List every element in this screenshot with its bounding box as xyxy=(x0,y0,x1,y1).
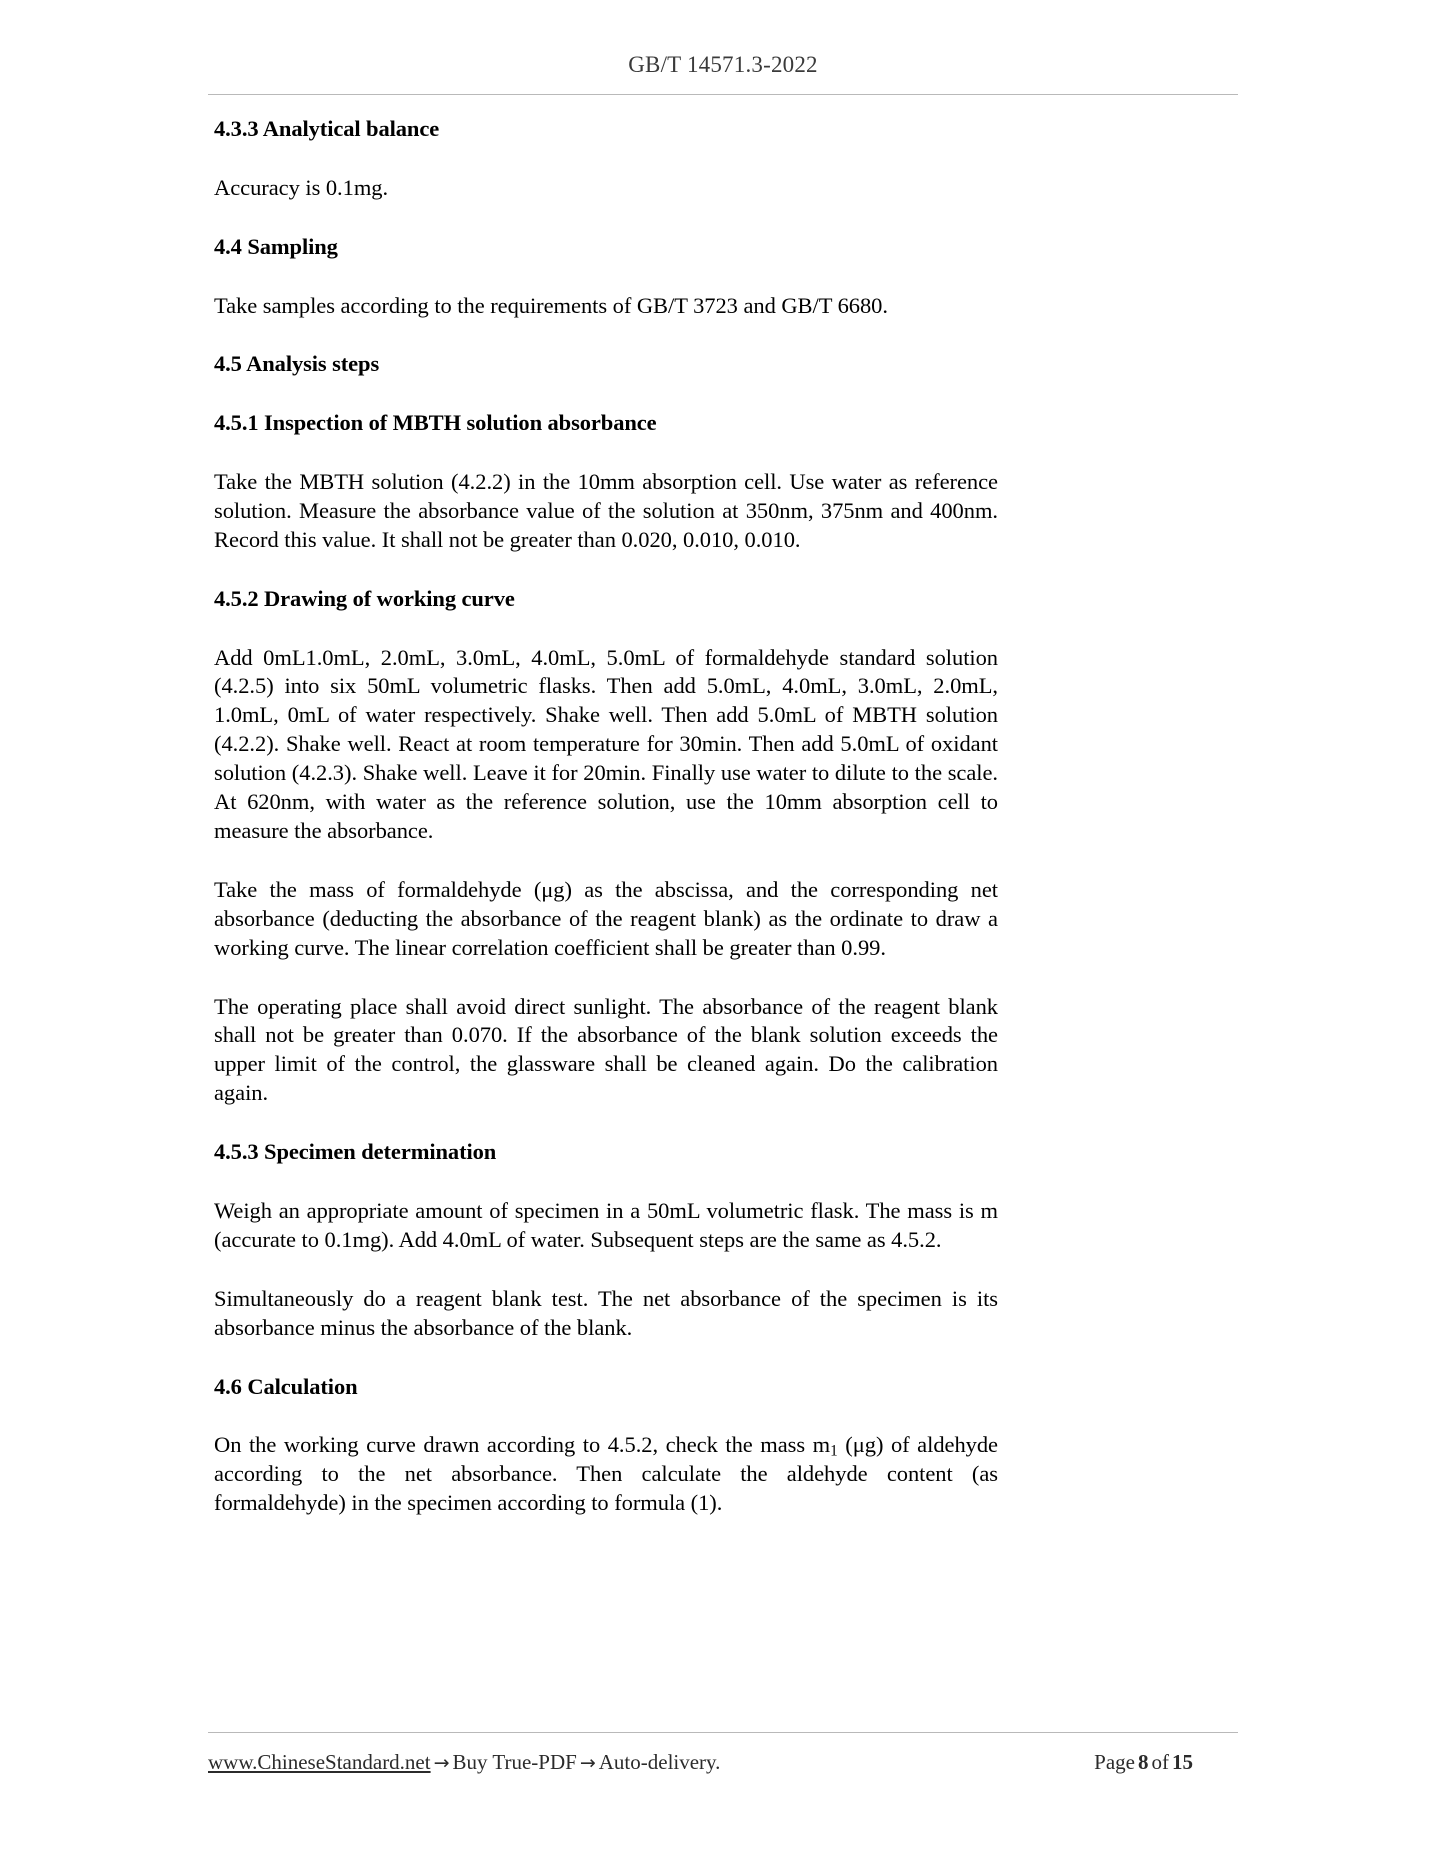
section-heading-4-5-1: 4.5.1 Inspection of MBTH solution absorbance xyxy=(214,410,657,436)
section-heading-4-5-2: 4.5.2 Drawing of working curve xyxy=(214,585,515,611)
footer-promo xyxy=(208,1750,720,1775)
calculation-text-part2: (μg) of aldehyde according to the net absorbance. Then calculate the aldehyde content (as formaldehyde) in the specimen according to formula (1). xyxy=(214,1432,998,1516)
page-footer xyxy=(208,1732,1238,1775)
section-4-4 xyxy=(214,233,998,262)
section-4-5-3-body-2 xyxy=(214,1285,998,1343)
footer-divider xyxy=(208,1732,1238,1733)
page-indicator xyxy=(1094,1750,1238,1775)
section-4-5 xyxy=(214,350,998,379)
mass-subscript: 1 xyxy=(830,1442,838,1460)
paragraph-calculation xyxy=(214,1431,998,1518)
paragraph-abscissa-ordinate: Take the mass of formaldehyde (μg) as the abscissa, and the corresponding net absorbance (deducting the absorbance of the reagent blank) as the ordinate to draw a working curve. The linear correlation coefficient shall be greater than 0.99. xyxy=(214,876,998,960)
current-page-number: 8 xyxy=(1138,1750,1149,1774)
section-heading-4-3-3: 4.3.3 Analytical balance xyxy=(214,116,440,141)
section-4-6 xyxy=(214,1373,998,1402)
section-heading-4-5-3: 4.5.3 Specimen determination xyxy=(214,1139,497,1165)
auto-delivery-label: Auto-delivery. xyxy=(598,1750,721,1774)
paragraph-accuracy: Accuracy is 0.1mg. xyxy=(214,174,389,200)
paragraph-working-curve-procedure: Add 0mL1.0mL, 2.0mL, 3.0mL, 4.0mL, 5.0mL of formaldehyde standard solution (4.2.5) into six 50mL volumetric flasks. Then add 5.0mL, 4.0mL, 3.0mL, 2.0mL, 1.0mL, 0mL of water respectively. Shake well. Then add 5.0mL of MBTH solution (4.2.2). Shake well. React at room temperature for 30min. Then add 5.0mL of oxidant solution (4.2.3). Shake well. Leave it for 20min. Finally use water to dilute to the scale. At 620nm, with water as the reference solution, use the 10mm absorption cell to measure the absorbance. xyxy=(214,644,998,843)
section-4-5-1-body xyxy=(214,468,998,555)
section-4-6-body xyxy=(214,1431,998,1518)
page-label: Page xyxy=(1094,1750,1135,1774)
calculation-text-part1: On the working curve drawn according to 4.5.2, check the mass m xyxy=(214,1432,831,1458)
section-4-5-3 xyxy=(214,1138,998,1167)
section-4-3-3 xyxy=(214,115,998,144)
section-heading-4-6: 4.6 Calculation xyxy=(214,1373,358,1399)
standard-number-title: GB/T 14571.3-2022 xyxy=(628,52,818,77)
section-heading-4-5: 4.5 Analysis steps xyxy=(214,351,380,377)
paragraph-operating-place: The operating place shall avoid direct sunlight. The absorbance of the reagent blank shall not be greater than 0.070. If the absorbance of the blank solution exceeds the upper limit of the control, the glassware shall be cleaned again. Do the calibration again. xyxy=(214,993,998,1106)
section-4-5-2-body-3 xyxy=(214,993,998,1109)
section-4-5-2-body-1 xyxy=(214,644,998,846)
section-4-4-body xyxy=(214,292,998,321)
footer-row xyxy=(208,1750,1238,1775)
chinesestandard-link[interactable]: www.ChineseStandard.net xyxy=(208,1750,431,1774)
of-label: of xyxy=(1151,1750,1169,1774)
buy-true-pdf-label: Buy True-PDF xyxy=(452,1750,577,1774)
paragraph-mbth-absorbance: Take the MBTH solution (4.2.2) in the 10mm absorption cell. Use water as reference solution. Measure the absorbance value of the solution at 350nm, 375nm and 400nm. Record this value. It shall not be greater than 0.020, 0.010, 0.010. xyxy=(214,469,998,552)
arrow-right-icon: → xyxy=(433,1752,450,1774)
section-4-5-1 xyxy=(214,409,998,438)
document-body xyxy=(214,115,998,1548)
arrow-right-icon-2: → xyxy=(579,1752,596,1774)
section-heading-4-4: 4.4 Sampling xyxy=(214,233,338,259)
section-4-3-3-body xyxy=(214,174,998,203)
section-4-5-3-body-1 xyxy=(214,1197,998,1255)
section-4-5-2-body-2 xyxy=(214,876,998,963)
paragraph-specimen-weigh: Weigh an appropriate amount of specimen in a 50mL volumetric flask. The mass is m (accurate to 0.1mg). Add 4.0mL of water. Subsequent steps are the same as 4.5.2. xyxy=(214,1198,998,1252)
total-page-count: 15 xyxy=(1172,1750,1193,1774)
header-divider xyxy=(208,94,1238,95)
paragraph-sampling: Take samples according to the requirements of GB/T 3723 and GB/T 6680. xyxy=(214,292,888,318)
section-4-5-2 xyxy=(214,585,998,614)
page-header xyxy=(208,52,1238,95)
paragraph-reagent-blank-test: Simultaneously do a reagent blank test. The net absorbance of the specimen is its absorbance minus the absorbance of the blank. xyxy=(214,1285,998,1340)
